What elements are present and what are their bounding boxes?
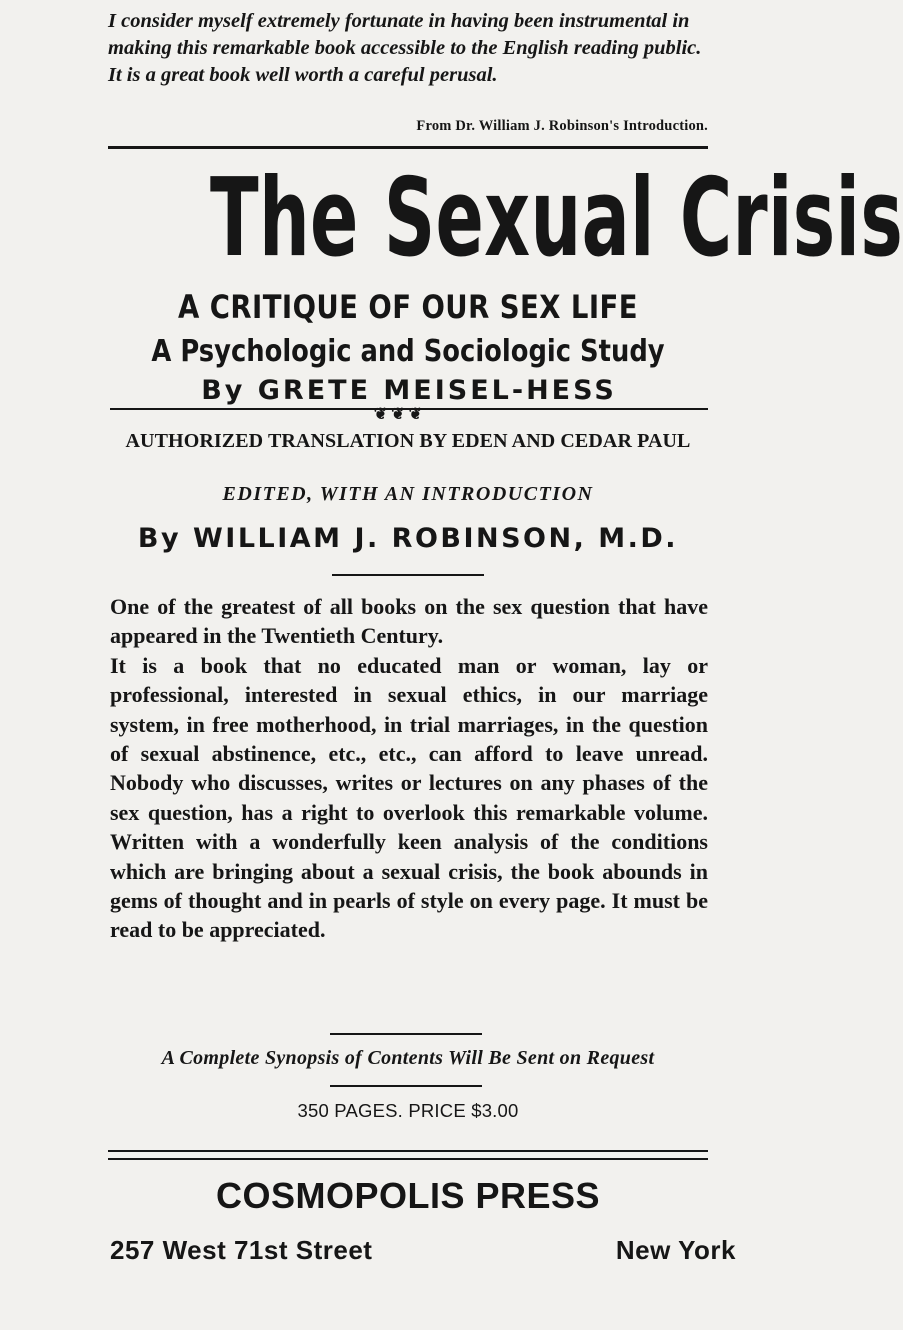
publisher-name: COSMOPOLIS PRESS	[215, 1175, 601, 1216]
synopsis-note: A Complete Synopsis of Contents Will Be Sent on Request	[161, 1047, 655, 1069]
pages-and-price: 350 PAGES. PRICE $3.00	[297, 1100, 519, 1121]
endorsement-quote: I consider myself extremely fortunate in having been instrumental in making this remarkable book accessible to the English reading public. It is a great book well worth a careful perusal.	[108, 10, 702, 86]
short-rule-3	[330, 1085, 482, 1087]
top-rule	[108, 146, 708, 149]
translation-credit: AUTHORIZED TRANSLATION BY EDEN AND CEDAR PAUL	[125, 430, 691, 452]
ornament-glyphs: ❦❦❦	[373, 406, 427, 423]
description-paragraph-2: It is a book that no educated man or woman, lay or professional, interested in sexual ethics, in our marriage system, in free motherhood, in trial marriages, in the question of sexual abstinence, etc., etc., can afford to leave unread. Nobody who discusses, writes or lectures on any phases of the sex question, has a right to overlook this remarkable volume. Written with a wonderfully keen analysis of the conditions which are bringing about a sexual crisis, the book abounds in gems of thought and in pearls of style on every page. It must be read to be appreciated.	[110, 652, 708, 943]
short-rule-2	[330, 1033, 482, 1035]
publisher-city: New York	[615, 1235, 736, 1265]
author-line: By GRETE MEISEL-HESS	[201, 375, 617, 406]
description-paragraph-1: One of the greatest of all books on the sex question that have appeared in the Twentieth Century.	[110, 594, 708, 649]
publisher-street: 257 West 71st Street	[110, 1235, 373, 1265]
double-rule-bottom	[108, 1158, 708, 1160]
short-rule-1	[332, 574, 484, 576]
book-critique-line: A CRITIQUE OF OUR SEX LIFE	[178, 288, 638, 326]
editor-line: By WILLIAM J. ROBINSON, M.D.	[137, 523, 679, 554]
description-body	[110, 592, 708, 945]
quote-source: From Dr. William J. Robinson's Introduction.	[416, 118, 708, 134]
book-subtitle: A Psychologic and Sociologic Study	[151, 334, 665, 369]
double-rule-top	[108, 1150, 708, 1152]
book-title: The Sexual Crisis	[209, 156, 903, 281]
edited-line: EDITED, WITH AN INTRODUCTION	[222, 483, 594, 505]
